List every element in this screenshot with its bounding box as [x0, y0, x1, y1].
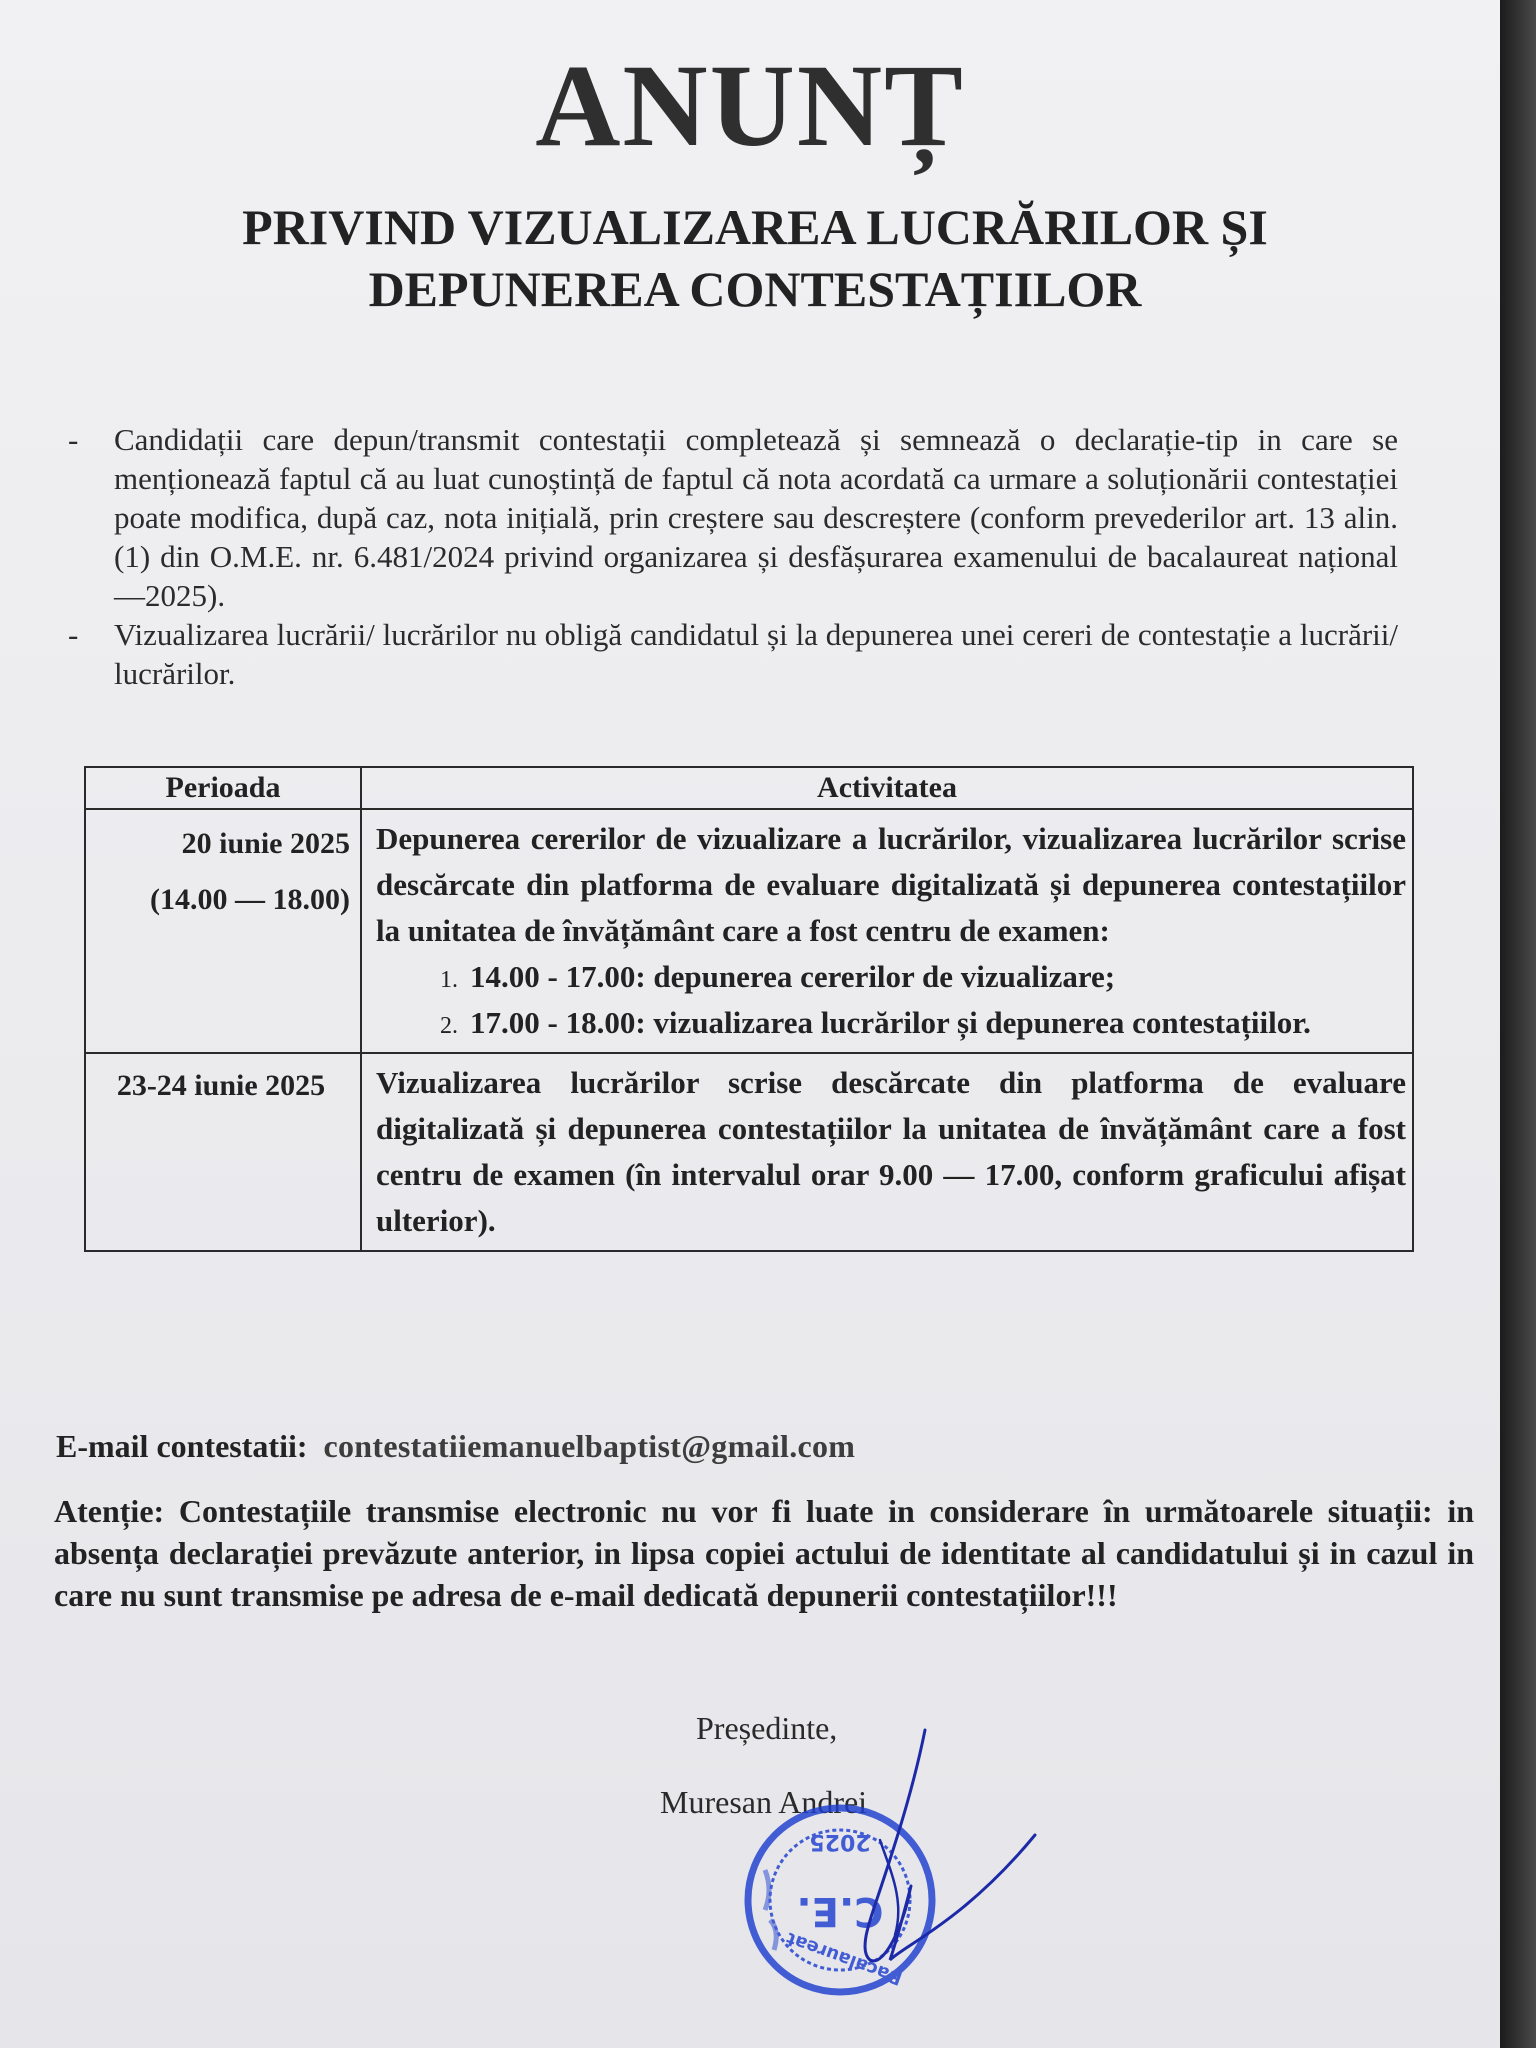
table-row	[85, 809, 1413, 1053]
period-cell	[85, 809, 361, 1053]
svg-text:Bacalaureat: Bacalaureat	[783, 1927, 906, 1989]
header-activity: Activitatea	[361, 767, 1413, 809]
activity-step: 2. 17.00 - 18.00: vizualizarea lucrărilor și depunerea contestațiilor.	[464, 1000, 1406, 1046]
period-cell	[85, 1053, 361, 1251]
email-label: E-mail contestatii:	[56, 1428, 308, 1464]
intro-item: - Candidații care depun/transmit contestații completează și semnează o declarație-tip in care se menționează faptul că au luat cunoștință de faptul că nota acordată ca urmare a soluționării contestației poate modifica, după caz, nota inițială, prin creștere sau descreștere (conform prevederilor art. 13 alin. (1) din O.M.E. nr. 6.481/2024 privind organizarea și desfășurarea examenului de bacalaureat național—2025).	[68, 420, 1398, 615]
intro-item: - Vizualizarea lucrării/ lucrărilor nu obligă candidatul și la depunerea unei cereri de contestație a lucrării/ lucrărilor.	[68, 615, 1398, 693]
handwritten-signature	[865, 1730, 1035, 1961]
schedule-table	[84, 766, 1414, 1252]
svg-text:C.E.: C.E.	[796, 1888, 884, 1934]
intro-list	[68, 420, 1398, 693]
background-edge	[1500, 0, 1536, 2048]
subtitle	[0, 196, 1510, 320]
signature-title: Președinte,	[696, 1710, 838, 1746]
activity-step: 1. 14.00 - 17.00: depunerea cererilor de vizualizare;	[464, 954, 1406, 1000]
header-period: Perioada	[85, 767, 361, 809]
period-time: (14.00 — 18.00)	[150, 883, 350, 916]
period-date: 23-24 iunie 2025	[116, 1069, 326, 1102]
stamp-and-signature	[730, 1720, 1060, 2020]
subtitle-line-2: DEPUNEREA CONTESTAȚIILOR	[368, 261, 1142, 317]
svg-text:2025: 2025	[809, 1829, 871, 1854]
stamp-seal	[748, 1808, 932, 1992]
activity-steps	[376, 954, 1406, 1046]
table-header-row	[85, 767, 1413, 809]
table-row	[85, 1053, 1413, 1251]
email-line	[56, 1428, 1456, 1465]
activity-text: Depunerea cererilor de vizualizare a lucrărilor, vizualizarea lucrărilor scrise descărcate din platforma de evaluare digitalizată și depunerea contestațiilor la unitatea de învățământ care a fost centru de examen:	[376, 821, 1406, 948]
page-title: ANUNȚ	[535, 40, 965, 171]
activity-text: Vizualizarea lucrărilor scrise descărcate din platforma de evaluare digitalizată și depunerea contestațiilor la unitatea de învățământ care a fost centru de examen (în intervalul orar 9.00 — 17.00, conform graficului afișat ulterior).	[376, 1065, 1406, 1238]
subtitle-line-1: PRIVIND VIZUALIZAREA LUCRĂRILOR ȘI	[242, 199, 1268, 255]
warning-text: Atenție: Contestațiile transmise electronic nu vor fi luate in considerare în următoarele situații: in absența declarației prevăzute anterior, in lipsa copiei actului de identitate al candidatului și in cazul in care nu sunt transmise pe adresa de e-mail dedicată depunerii contestațiilor!!!	[54, 1493, 1474, 1613]
activity-cell	[361, 809, 1413, 1053]
signature-name: Muresan Andrei	[660, 1784, 868, 1820]
activity-cell	[361, 1053, 1413, 1251]
period-date: 20 iunie 2025	[181, 827, 350, 860]
email-address: contestatiiemanuelbaptist@gmail.com	[323, 1428, 856, 1464]
